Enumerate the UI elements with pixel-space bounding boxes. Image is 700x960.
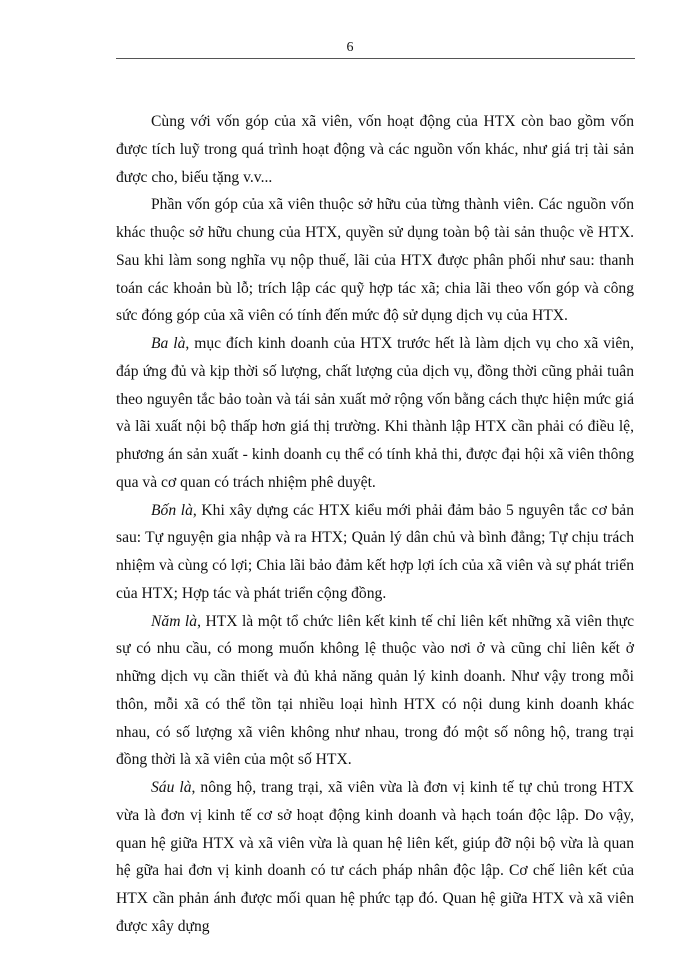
paragraph-lead: Bốn là (151, 501, 193, 519)
body-text (116, 108, 634, 941)
paragraph-lead: Ba là (151, 335, 186, 352)
paragraph-lead: Sáu là (151, 779, 192, 796)
paragraph-text: Phần vốn góp của xã viên thuộc sở hữu của từng thành viên. Các nguồn vốn khác thuộc sở hữu chung của HTX, quyền sử dụng toàn bộ tài sản thuộc về HTX. Sau khi làm song nghĩa vụ nộp thuế, lãi của HTX được phân phối như sau: thanh toán các khoản bù lỗ; trích lập các quỹ hợp tác xã; chia lãi theo vốn góp và công sức đóng góp của xã viên có tính đến mức độ sử dụng dịch vụ của HTX. (116, 196, 634, 325)
paragraph-2 (116, 191, 634, 330)
paragraph-1 (116, 108, 634, 191)
paragraph-lead: Năm là (151, 612, 198, 630)
paragraph-3 (116, 330, 634, 497)
header-rule (116, 58, 635, 59)
paragraph-text: , mục đích kinh doanh của HTX trước hết là làm dịch vụ cho xã viên, đáp ứng đủ và kịp thời số lượng, chất lượng của dịch vụ, đồng thời cũng phải tuân theo nguyên tắc bảo toàn và tái sản xuất mở rộng vốn bằng cách thực hiện mức giá và lãi xuất nội bộ thấp hơn giá thị trường. Khi thành lập HTX cần phải có điều lệ, phương án sản xuất - kinh doanh cụ thể có tính khả thi, được đại hội xã viên thông qua và cơ quan có trách nhiệm phê duyệt. (116, 335, 634, 491)
paragraph-text: , HTX là một tổ chức liên kết kinh tế chỉ liên kết những xã viên thực sự có nhu cầu, có mong muốn không lệ thuộc vào nơi ở và cũng chỉ liên kết ở những dịch vụ cần thiết và đủ khả năng quản lý kinh doanh. Như vậy trong mỗi thôn, mỗi xã có thể tồn tại nhiều loại hình HTX có nội dung kinh doanh khác nhau, có số lượng xã viên không như nhau, trong đó một số nông hộ, trang trại đồng thời là xã viên của một số HTX. (116, 612, 634, 769)
page-number: 6 (346, 40, 354, 55)
paragraph-6 (116, 774, 634, 941)
paragraph-text: , Khi xây dựng các HTX kiểu mới phải đảm bảo 5 nguyên tắc cơ bản sau: Tự nguyện gia nhập và ra HTX; Quản lý dân chủ và bình đẳng; Tự chịu trách nhiệm và cùng có lợi; Chia lãi bảo đảm kết hợp lợi ích của xã viên và sự phát triển của HTX; Hợp tác và phát triển cộng đồng. (116, 501, 634, 602)
paragraph-text: Cùng với vốn góp của xã viên, vốn hoạt động của HTX còn bao gồm vốn được tích luỹ trong quá trình hoạt động và các nguồn vốn khác, như giá trị tài sản được cho, biếu tặng v.v... (116, 113, 634, 186)
paragraph-5 (116, 608, 634, 775)
paragraph-4 (116, 497, 634, 608)
paragraph-text: , nông hộ, trang trại, xã viên vừa là đơn vị kinh tế tự chủ trong HTX vừa là đơn vị kinh tế cơ sở hoạt động kinh doanh và hạch toán độc lập. Do vậy, quan hệ giữa HTX và xã viên vừa là quan hệ liên kết, giúp đỡ nội bộ vừa là quan hệ gữa hai đơn vị kinh doanh có tư cách pháp nhân độc lập. Cơ chế liên kết của HTX cần phản ánh được mối quan hệ phức tạp đó. Quan hệ giữa HTX và xã viên được xây dựng (116, 779, 635, 935)
